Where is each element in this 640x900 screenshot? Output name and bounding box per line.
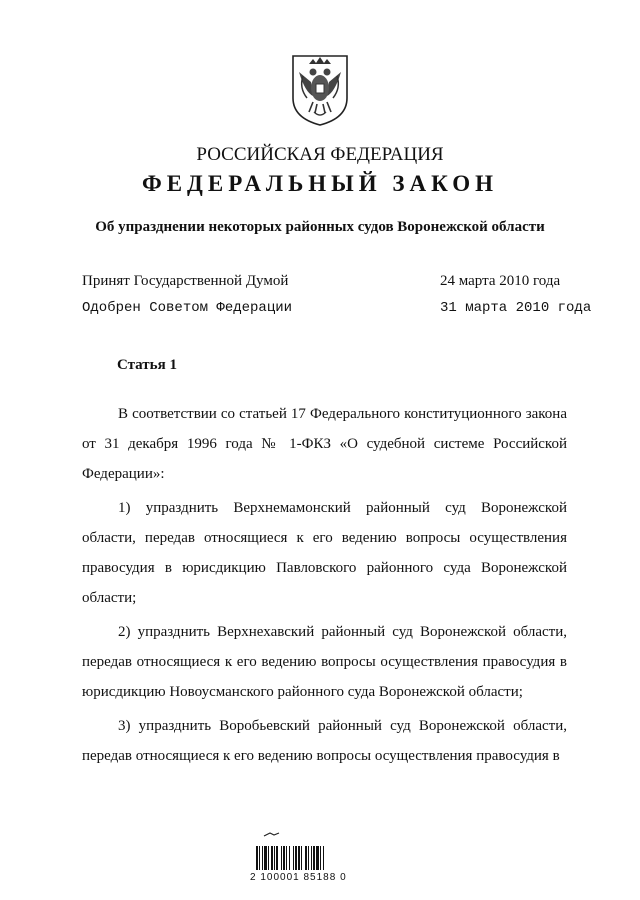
article-paragraph: 3) упразднить Воробьевский районный суд Воронежской области, передав относящиеся к его ведению вопросы осуществления правосудия в — [82, 718, 567, 764]
country-heading: РОССИЙСКАЯ ФЕДЕРАЦИЯ — [196, 144, 444, 165]
approved-date: 31 марта 2010 года — [440, 300, 592, 316]
coat-of-arms-emblem — [289, 52, 351, 128]
adopted-date: 24 марта 2010 года — [440, 273, 561, 289]
article-heading: Статья 1 — [117, 357, 177, 373]
barcode-number: 2 100001 85188 0 — [250, 872, 347, 883]
article-body — [82, 399, 567, 775]
article-paragraph: 1) упразднить Верхнемамонский районный суд Воронежской области, передав относящиеся к его ведению вопросы осуществления правосудия в юрисдикцию Павловского районного суда Воронежской области; — [82, 500, 567, 606]
law-title: Об упразднении некоторых районных судов Воронежской области — [95, 219, 545, 235]
law-type-heading: ФЕДЕРАЛЬНЫЙ ЗАКОН — [141, 171, 499, 196]
adopted-by-duma-label: Принят Государственной Думой — [82, 273, 289, 289]
approved-by-council-label: Одобрен Советом Федерации — [82, 300, 293, 316]
article-paragraph: 2) упразднить Верхнехавский районный суд Воронежской области, передав относящиеся к его ведению вопросы осуществления правосудия в юрисдикцию Новоусманского районного суда Воронежской области; — [82, 624, 567, 700]
signature-mark — [264, 833, 279, 836]
article-paragraph: В соответствии со статьей 17 Федерального конституционного закона от 31 декабря 1996 года № 1-ФКЗ «О судебной системе Российской Федерации»: — [82, 406, 567, 482]
